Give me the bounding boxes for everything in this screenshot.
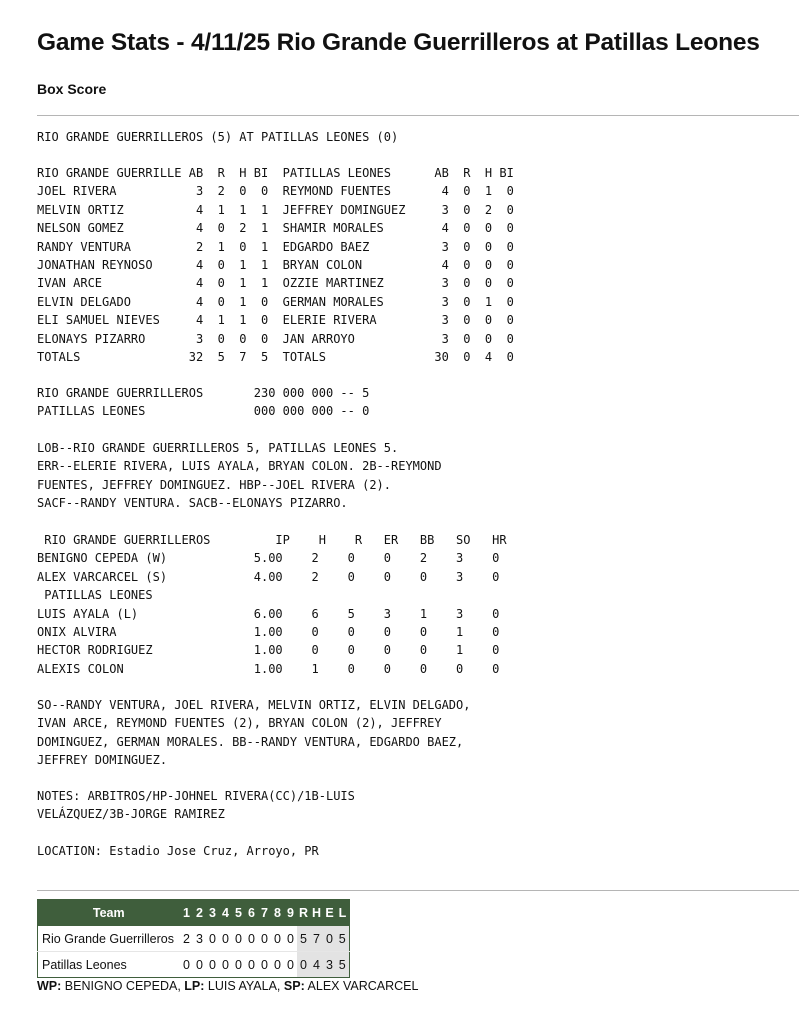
team-name: Patillas Leones: [38, 952, 181, 978]
col-header-inning-6: 6: [245, 900, 258, 926]
sp-label: SP:: [283, 979, 305, 993]
text-linescore: RIO GRANDE GUERRILLEROS 230 000 000 -- 5 PATILLAS LEONES 000 000 000 -- 0: [37, 386, 370, 419]
runs-total: 0: [297, 952, 310, 978]
col-header-runs: R: [297, 900, 310, 926]
inning-cell: 0: [284, 926, 297, 952]
umpire-notes: NOTES: ARBITROS/HP-JOHNEL RIVERA(CC)/1B-LUIS VELÁZQUEZ/3B-JORGE RAMIREZ: [37, 789, 355, 822]
page-title: Game Stats - 4/11/25 Rio Grande Guerrilleros at Patillas Leones: [37, 29, 760, 56]
top-divider: [37, 115, 799, 116]
col-header-team: Team: [38, 900, 181, 926]
col-header-hits: H: [310, 900, 323, 926]
runs-total: 5: [297, 926, 310, 952]
save-pitcher: ALEX VARCARCEL: [307, 979, 419, 993]
linescore-row: [38, 926, 350, 952]
col-header-inning-3: 3: [206, 900, 219, 926]
winning-pitcher: BENIGNO CEPEDA,: [64, 979, 181, 993]
location-line: LOCATION: Estadio Jose Cruz, Arroyo, PR: [37, 844, 319, 858]
inning-cell: 0: [271, 952, 284, 978]
inning-cell: 0: [219, 952, 232, 978]
lp-label: LP:: [184, 979, 205, 993]
linescore-row: [38, 952, 350, 978]
col-header-inning-8: 8: [271, 900, 284, 926]
linescore-table: [37, 899, 350, 978]
col-header-inning-5: 5: [232, 900, 245, 926]
strikeouts-walks: SO--RANDY VENTURA, JOEL RIVERA, MELVIN ORTIZ, ELVIN DELGADO, IVAN ARCE, REYMOND FUENTES (2), BRYAN COLON (2), JEFFREY DOMINGUEZ, GERMAN MORALES. BB--RANDY VENTURA, EDGARDO BAEZ, JEFFREY DOMINGUEZ.: [37, 698, 471, 768]
col-header-inning-7: 7: [258, 900, 271, 926]
pitching-decisions: [37, 979, 418, 993]
linescore-header-row: [38, 900, 350, 926]
inning-cell: 2: [180, 926, 193, 952]
col-header-lob: L: [336, 900, 349, 926]
inning-cell: 0: [206, 952, 219, 978]
losing-pitcher: LUIS AYALA,: [207, 979, 281, 993]
inning-cell: 0: [258, 952, 271, 978]
batting-box: RIO GRANDE GUERRILLE AB R H BI PATILLAS LEONES AB R H BI JOEL RIVERA 3 2 0 0 REYMOND FUENTES 4 0 1 0 MELVIN ORTIZ 4 1 1 1 JEFFREY DOMINGUEZ 3 0 2 0 NELSON GOMEZ 4 0 2 1 SHAMIR MORALES 4 0 0 0 RANDY VENTURA 2 1 0 1 EDGARDO BAEZ 3 0 0 0 JONATHAN REYNOSO 4 0 1 1 BRYAN COLON 4 0 0 0 IVAN ARCE 4 0 1 1 OZZIE MARTINEZ 3 0 0 0 ELVIN DELGADO 4 0 1 0 GERMAN MORALES 3 0 1 0 ELI SAMUEL NIEVES 4 1 1 0 ELERIE RIVERA 3 0 0 0 ELONAYS PIZARRO 3 0 0 0 JAN ARROYO 3 0 0 0 TOTALS 32 5 7 5 TOTALS 30 0 4 0: [37, 166, 514, 365]
inning-cell: 0: [271, 926, 284, 952]
inning-cell: 0: [193, 952, 206, 978]
game-notes: LOB--RIO GRANDE GUERRILLEROS 5, PATILLAS LEONES 5. ERR--ELERIE RIVERA, LUIS AYALA, BRYAN COLON. 2B--REYMOND FUENTES, JEFFREY DOMINGUEZ. HBP--JOEL RIVERA (2). SACF--RANDY VENTURA. SACB--ELONAYS PIZARRO.: [37, 441, 442, 511]
box-score-heading: Box Score: [37, 81, 107, 97]
col-header-inning-2: 2: [193, 900, 206, 926]
lob-total: 5: [336, 952, 349, 978]
inning-cell: 0: [258, 926, 271, 952]
inning-cell: 0: [206, 926, 219, 952]
inning-cell: 0: [232, 952, 245, 978]
inning-cell: 0: [232, 926, 245, 952]
hits-total: 7: [310, 926, 323, 952]
col-header-errors: E: [323, 900, 336, 926]
col-header-inning-4: 4: [219, 900, 232, 926]
col-header-inning-1: 1: [180, 900, 193, 926]
lob-total: 5: [336, 926, 349, 952]
hits-total: 4: [310, 952, 323, 978]
wp-label: WP:: [37, 979, 62, 993]
inning-cell: 0: [245, 952, 258, 978]
pitching-box: RIO GRANDE GUERRILLEROS IP H R ER BB SO HR BENIGNO CEPEDA (W) 5.00 2 0 0 2 3 0 ALEX VARCARCEL (S) 4.00 2 0 0 0 3 0 PATILLAS LEONES LUIS AYALA (L) 6.00 6 5 3 1 3 0 ONIX ALVIRA 1.00 0 0 0 0 1 0 HECTOR RODRIGUEZ 1.00 0 0 0 0 1 0 ALEXIS COLON 1.00 1 0 0 0 0 0: [37, 533, 507, 676]
team-name: Rio Grande Guerrilleros: [38, 926, 181, 952]
inning-cell: 0: [219, 926, 232, 952]
inning-cell: 0: [284, 952, 297, 978]
inning-cell: 0: [245, 926, 258, 952]
col-header-inning-9: 9: [284, 900, 297, 926]
matchup-line: RIO GRANDE GUERRILLEROS (5) AT PATILLAS LEONES (0): [37, 130, 399, 144]
inning-cell: 0: [180, 952, 193, 978]
errors-total: 0: [323, 926, 336, 952]
errors-total: 3: [323, 952, 336, 978]
bottom-divider: [37, 890, 799, 891]
inning-cell: 3: [193, 926, 206, 952]
